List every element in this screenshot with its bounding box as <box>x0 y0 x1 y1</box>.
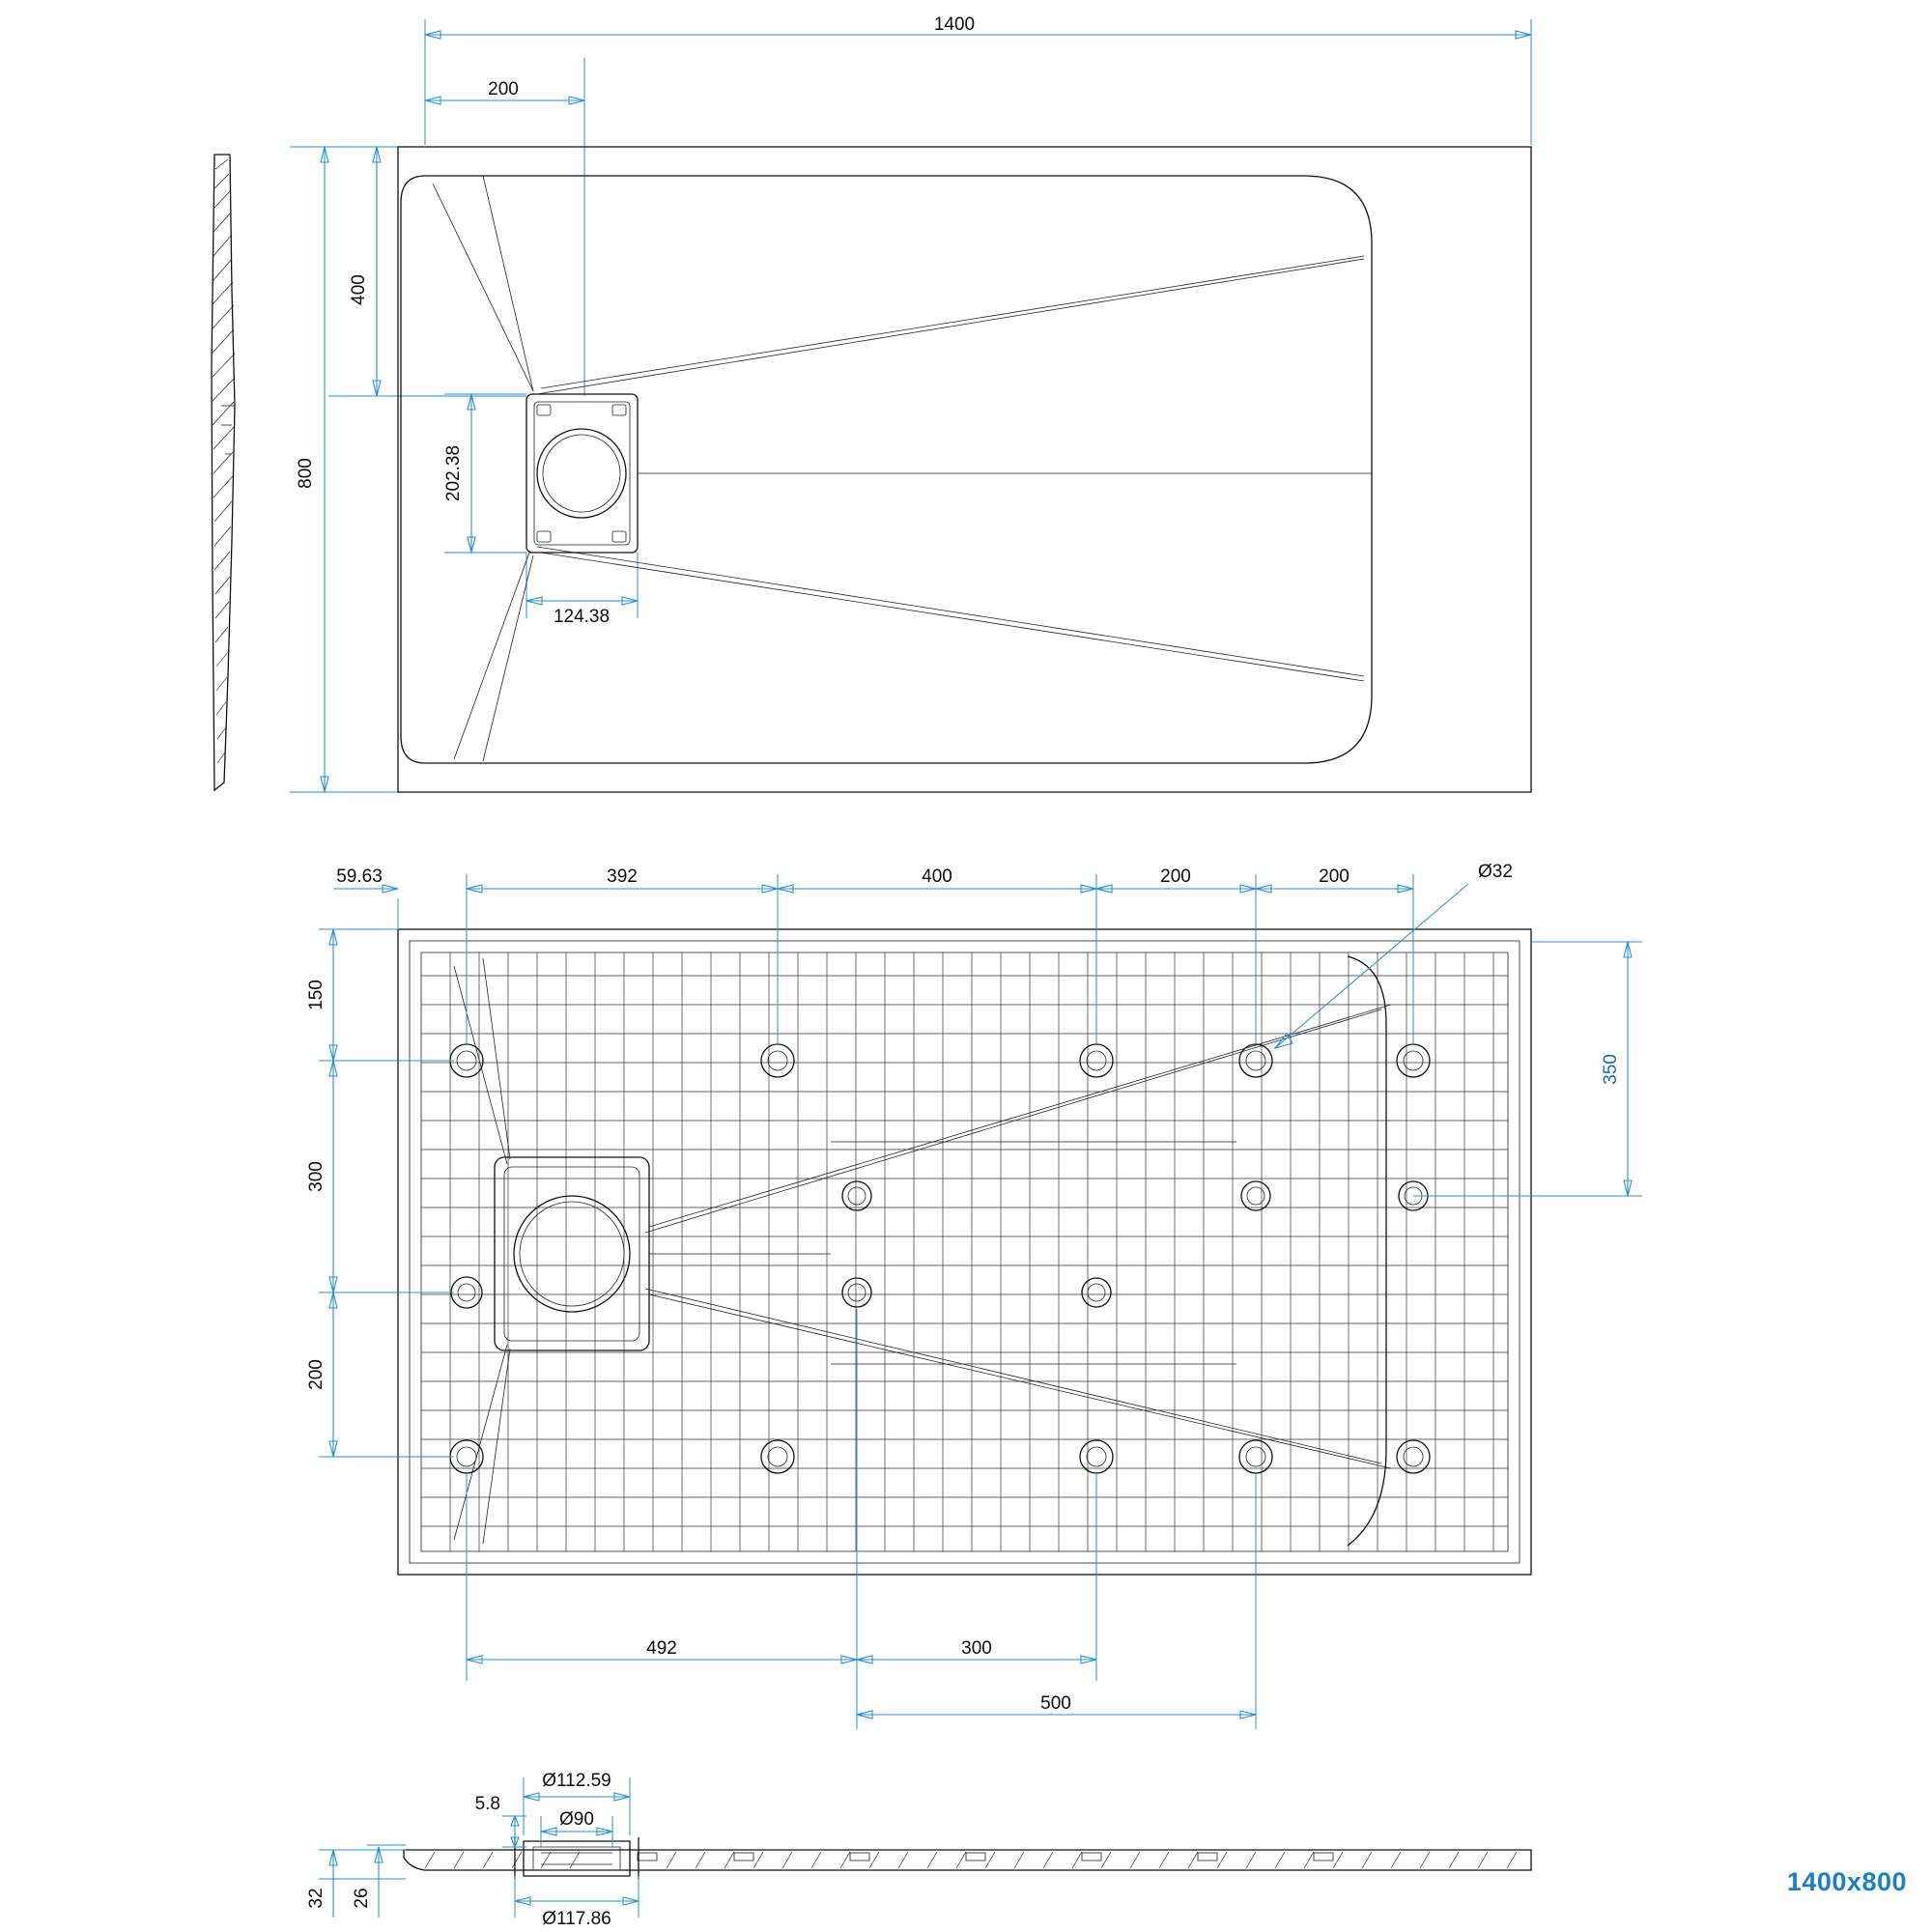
dim-text-200-left: 200 <box>306 1359 327 1390</box>
dim-text-59-63: 59.63 <box>336 867 383 887</box>
boss-row-mid <box>842 1181 1428 1210</box>
dim-chain-left <box>319 929 454 1457</box>
dim-text-dia-90: Ø90 <box>559 1809 594 1830</box>
dimension-text-layer <box>296 14 1621 1929</box>
dim-text-200-top: 200 <box>488 79 519 99</box>
dim-text-dia-32: Ø32 <box>1478 862 1513 882</box>
dim-text-5-8: 5.8 <box>474 1794 500 1814</box>
dim-drain-offset-y <box>328 147 526 396</box>
dim-text-150: 150 <box>306 980 327 1010</box>
dim-text-200-b: 200 <box>1160 867 1191 887</box>
dim-text-32: 32 <box>306 1888 327 1909</box>
dim-text-492: 492 <box>646 1638 677 1659</box>
boss-row-mid2 <box>451 1277 1111 1308</box>
dim-text-392: 392 <box>607 867 638 887</box>
dim-text-200-c: 200 <box>1319 867 1350 887</box>
dim-overall-width <box>425 19 1531 145</box>
dim-boss-diameter-leader <box>1275 884 1468 1048</box>
dim-text-124-38: 124.38 <box>553 607 611 627</box>
dim-text-26: 26 <box>352 1888 372 1909</box>
dim-text-400-bottom: 400 <box>922 867 952 887</box>
dim-drain-offset-x <box>425 58 584 396</box>
dim-text-dia-117-86: Ø117.86 <box>542 1909 611 1929</box>
front-section-group <box>319 1777 1531 1918</box>
dim-seat-depth <box>502 1816 526 1847</box>
boss-row-top <box>450 1044 1430 1077</box>
dim-text-350: 350 <box>1601 1054 1621 1085</box>
dim-text-800: 800 <box>296 458 316 489</box>
side-section-profile <box>212 155 235 790</box>
dim-text-dia-112-59: Ø112.59 <box>542 1771 611 1791</box>
top-view-group <box>212 19 1531 792</box>
dim-text-500: 500 <box>1040 1693 1071 1714</box>
dim-text-300-left: 300 <box>306 1161 327 1192</box>
dim-text-400: 400 <box>349 274 369 305</box>
dim-chain-top <box>333 874 1413 1043</box>
dim-text-300-bottom: 300 <box>961 1638 992 1659</box>
dim-text-202-38: 202.38 <box>443 444 464 502</box>
dim-text-1400: 1400 <box>933 14 976 35</box>
bottom-view-group <box>319 874 1642 1729</box>
sheet-title-label: 1400x800 <box>1786 1867 1907 1896</box>
dim-chain-bottom <box>467 1309 1256 1729</box>
